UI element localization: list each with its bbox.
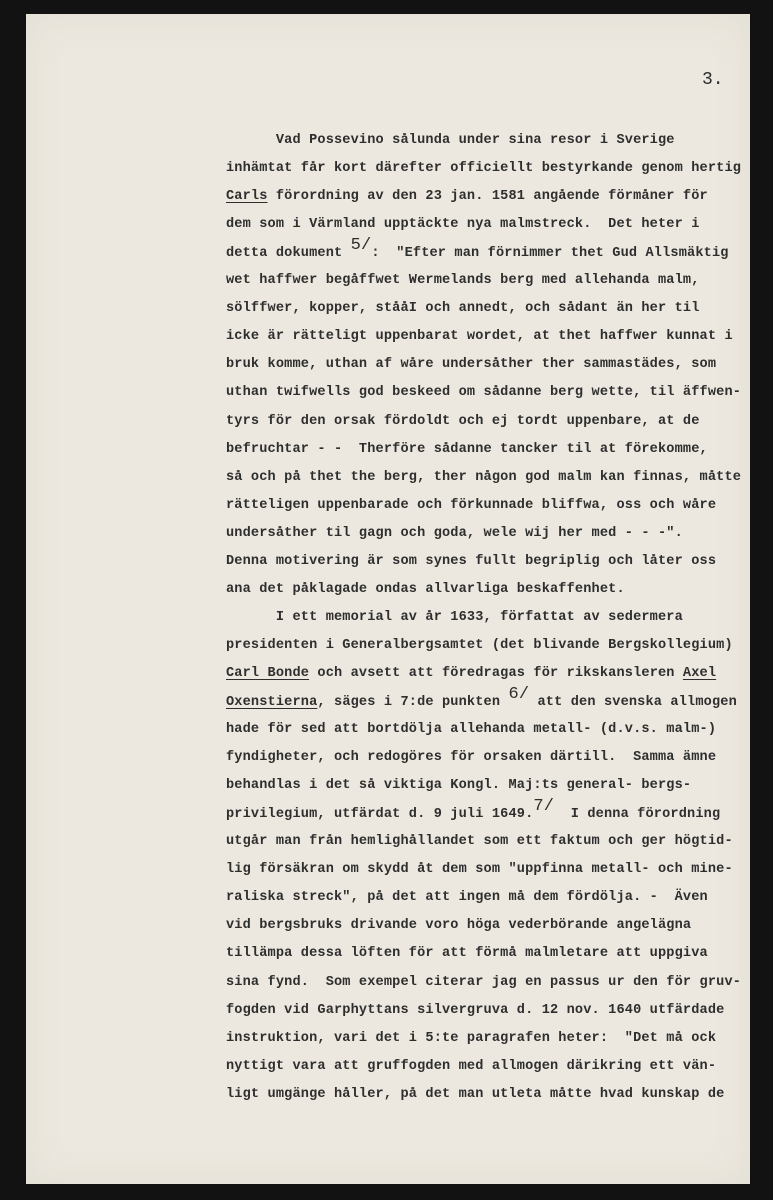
text-line: [226, 553, 716, 571]
text-segment: presidenten i Generalbergsamtet (det blivande Bergskollegium): [226, 637, 733, 653]
text-line: [226, 441, 716, 459]
text-line: [226, 917, 716, 935]
text-line: [226, 665, 716, 683]
text-segment: hade för sed att bortdölja allehanda metall- (d.v.s. malm-): [226, 722, 717, 738]
text-segment: ana det påklagade ondas allvarliga beskaffenhet.: [226, 581, 625, 597]
text-segment: behandlas i det så viktiga Kongl. Maj:ts general- bergs-: [226, 778, 692, 794]
text-line: [226, 300, 716, 318]
text-segment: : "Efter man förnimmer thet Gud Allsmäktig: [371, 246, 729, 262]
text-line: [226, 413, 716, 431]
text-line: [226, 236, 729, 263]
underlined-name: Carl Bonde: [226, 665, 310, 681]
text-segment: inhämtat får kort därefter officiellt bestyrkande genom hertig: [226, 161, 742, 177]
text-segment: wet haffwer begåffwet Wermelands berg med allehanda malm,: [226, 273, 700, 289]
page-number: 3.: [702, 70, 724, 90]
text-segment: tyrs för den orsak fördoldt och ej tordt uppenbare, at de: [226, 413, 700, 429]
text-segment: fyndigheter, och redogöres för orsaken därtill. Samma ämne: [226, 750, 717, 766]
text-line: [226, 525, 716, 543]
text-line: [226, 777, 716, 795]
text-line: [226, 889, 716, 907]
text-segment: nyttigt vara att gruffogden med allmogen därikring ett vän-: [226, 1058, 717, 1074]
text-line: [226, 797, 721, 824]
typewritten-text: [26, 14, 750, 1184]
text-segment: bruk komme, uthan af wåre undersåther ther sammastädes, som: [226, 357, 717, 373]
text-segment: lig försäkran om skydd åt dem som "uppfinna metall- och mine-: [226, 862, 733, 878]
text-line: [226, 160, 742, 178]
underlined-name: Carls: [226, 189, 268, 205]
text-line: [226, 609, 716, 627]
text-segment: ligt umgänge håller, på det man utleta måtte hvad kunskap de: [226, 1086, 725, 1102]
text-line: [226, 685, 737, 712]
text-segment: sölffwer, kopper, stååI och annedt, och sådant än her til: [226, 301, 700, 317]
text-segment: raliska streck", på det att ingen må dem fördölja. - Även: [226, 890, 708, 906]
text-segment: så och på thet the berg, ther någon god malm kan finnas, måtte: [226, 469, 742, 485]
text-line: [226, 188, 716, 206]
underlined-name: Oxenstierna: [226, 695, 318, 710]
text-line: [226, 749, 716, 767]
footnote-ref: 6/: [508, 685, 530, 704]
text-segment: tillämpa dessa löften för att förmå malmletare att uppgiva: [226, 946, 708, 962]
text-segment: detta dokument: [226, 246, 351, 262]
text-segment: rätteligen uppenbarade och förkunnade bliffwa, oss och wåre: [226, 497, 717, 513]
document-page: [26, 14, 750, 1184]
text-segment: dem som i Värmland upptäckte nya malmstreck. Det heter i: [226, 217, 700, 233]
text-line: [226, 356, 716, 374]
text-segment: , säges i 7:de punkten: [317, 695, 509, 710]
text-line: [226, 1002, 725, 1020]
text-segment: utgår man från hemlighållandet som ett faktum och ger högtid-: [226, 834, 733, 850]
text-line: [226, 1086, 725, 1104]
text-line: [226, 469, 742, 487]
text-line: [226, 721, 716, 739]
text-segment: förordning av den 23 jan. 1581 angående förmåner för: [267, 189, 708, 205]
text-segment: I denna förordning: [554, 807, 721, 823]
text-segment: privilegium, utfärdat d. 9 juli 1649.: [226, 807, 534, 823]
text-line: [226, 1030, 716, 1048]
text-segment: Denna motivering är som synes fullt begriplig och låter oss: [226, 553, 717, 569]
text-segment: sina fynd. Som exempel citerar jag en passus ur den för gruv-: [226, 974, 742, 990]
text-segment: och avsett att föredragas för rikskansleren: [309, 665, 683, 681]
text-segment: vid bergsbruks drivande voro höga vederbörande angelägna: [226, 918, 692, 934]
text-segment: fogden vid Garphyttans silvergruva d. 12 nov. 1640 utfärdade: [226, 1002, 725, 1018]
text-line: [226, 1058, 716, 1076]
footnote-ref: 5/: [350, 236, 372, 256]
text-segment: undersåther til gagn och goda, wele wij her med - - -".: [226, 525, 683, 541]
text-line: [226, 861, 733, 879]
text-segment: instruktion, vari det i 5:te paragrafen heter: "Det må ock: [226, 1030, 717, 1046]
text-segment: I ett memorial av år 1633, författat av sedermera: [226, 609, 683, 625]
text-line: [226, 384, 742, 402]
text-line: [226, 328, 733, 346]
footnote-ref: 7/: [533, 797, 555, 817]
text-line: [226, 974, 742, 992]
text-segment: icke är rätteligt uppenbarat wordet, at thet haffwer kunnat i: [226, 329, 733, 345]
text-line: [226, 497, 716, 515]
text-line: [226, 216, 716, 234]
text-segment: uthan twifwells god beskeed om sådanne berg wette, til äffwen-: [226, 385, 742, 401]
text-line: [226, 637, 733, 655]
underlined-name: Axel: [682, 665, 717, 681]
text-line: [226, 132, 716, 150]
text-segment: Vad Possevino sålunda under sina resor i Sverige: [226, 133, 675, 148]
text-line: [226, 833, 733, 851]
text-line: [226, 272, 716, 290]
text-segment: att den svenska allmogen: [529, 695, 737, 710]
text-line: [226, 581, 716, 599]
text-segment: befruchtar - - Therföre sådanne tancker til at förekomme,: [226, 441, 708, 457]
text-line: [226, 945, 716, 963]
